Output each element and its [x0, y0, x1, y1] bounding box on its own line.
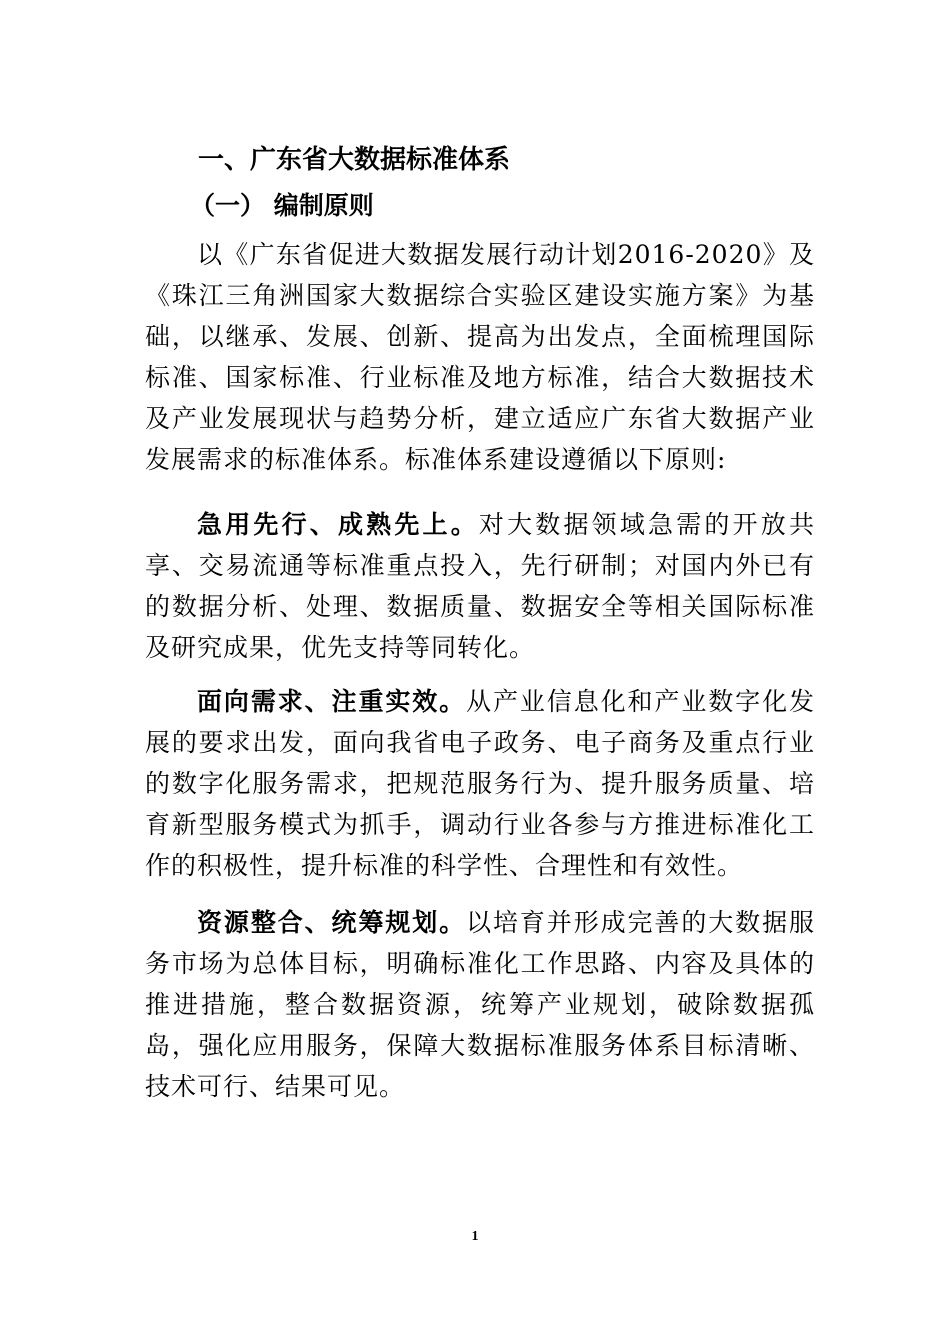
principle-lead: 面向需求、注重实效。 — [197, 687, 467, 716]
principle-lead: 资源整合、统筹规划。 — [197, 908, 467, 937]
page-number: 1 — [471, 1229, 479, 1244]
paragraph-principle-1 — [145, 504, 815, 668]
paragraph-text: 从产业信息化和产业数字化发展的要求出发，面向我省电子政务、电子商务及重点行业的数字化服务需求，把规范服务行为、提升服务质量、培育新型服务模式为抓手，调动行业各参与方推进标准化工作的积极性，提升标准的科学性、合理性和有效性。 — [145, 687, 815, 880]
principle-lead: 急用先行、成熟先上。 — [197, 510, 479, 539]
paragraph-text: 对大数据领域急需的开放共享、交易流通等标准重点投入，先行研制；对国内外已有的数据分析、处理、数据质量、数据安全等相关国际标准及研究成果，优先支持等同转化。 — [145, 510, 815, 662]
paragraph-text: 以《广东省促进大数据发展行动计划2016-2020》及《珠江三角洲国家大数据综合实验区建设实施方案》为基础，以继承、发展、创新、提高为出发点，全面梳理国际标准、国家标准、行业标准及地方标准，结合大数据技术及产业发展现状与趋势分析，建立适应广东省大数据产业发展需求的标准体系。标准体系建设遵循以下原则: — [145, 240, 815, 474]
paragraph-principle-3 — [145, 902, 815, 1107]
subsection-heading: （一） 编制原则 — [190, 191, 374, 220]
paragraph-intro — [145, 234, 815, 480]
paragraph-principle-2 — [145, 681, 815, 886]
paragraph-text: 以培育并形成完善的大数据服务市场为总体目标，明确标准化工作思路、内容及具体的推进措施，整合数据资源，统筹产业规划，破除数据孤岛，强化应用服务，保障大数据标准服务体系目标清晰、技术可行、结果可见。 — [145, 908, 815, 1101]
section-heading: 一、广东省大数据标准体系 — [198, 145, 511, 175]
